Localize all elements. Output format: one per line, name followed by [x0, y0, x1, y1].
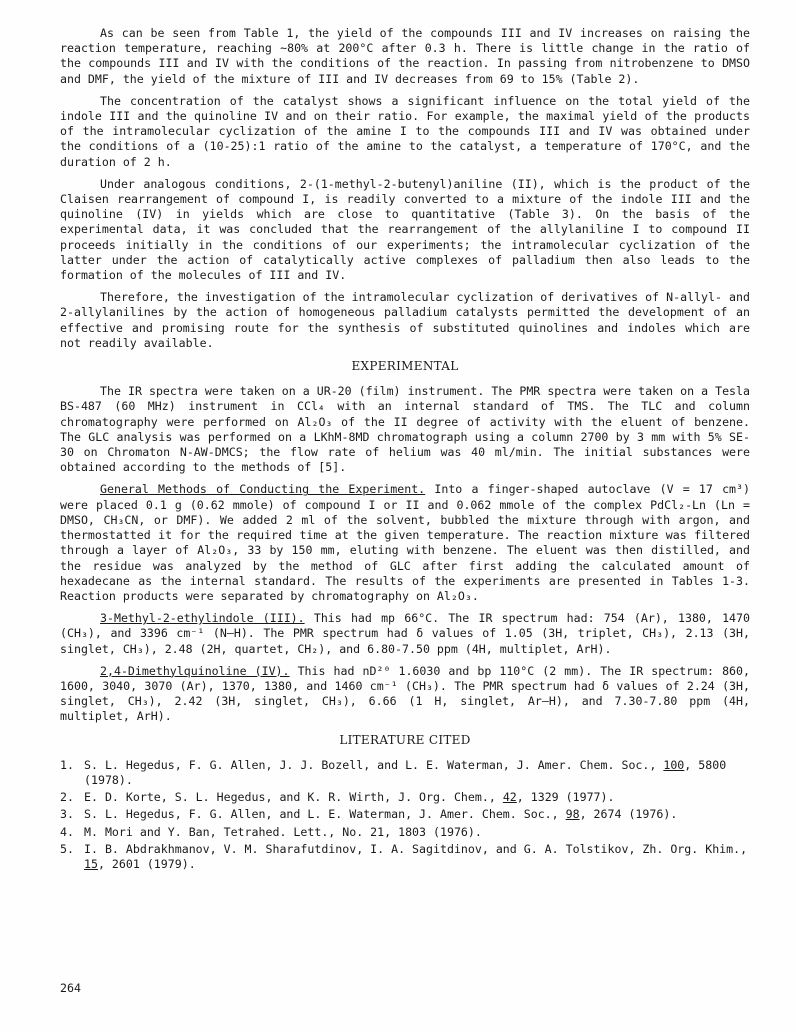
reference-authors-journal: I. B. Abdrakhmanov, V. M. Sharafutdinov, I. A. Sagitdinov, and G. A. Tolstikov, Zh. Org. Khim., — [84, 841, 748, 856]
reference-volume: 98 — [565, 807, 580, 822]
reference-text — [84, 807, 677, 822]
reference-number: 5. — [60, 841, 74, 856]
reference-text — [84, 825, 482, 840]
reference-volume: 42 — [502, 790, 517, 805]
reference-text — [84, 758, 750, 788]
section-general-methods — [60, 482, 750, 604]
reference-authors-journal: M. Mori and Y. Ban, Tetrahed. Lett., No. 21, 1803 (1976). — [84, 824, 482, 839]
paragraph-experimental-intro: The IR spectra were taken on a UR-20 (film) instrument. The PMR spectra were taken on a Tesla BS-487 (60 MHz) instrument in CCl₄ with an internal standard of TMS. The TLC and column chromatography were performed on Al₂O₃ of the II degree of activity with the eluent of benzene. The GLC analysis was performed on a LKhM-8MD chromatograph using a column 2700 by 3 mm with 5% SE-30 on Chromaton N-AW-DMCS; the flow rate of helium was 40 ml/min. The initial substances were obtained according to the methods of [5]. — [60, 384, 750, 475]
section-compound-iii — [60, 611, 750, 657]
reference-authors-journal: S. L. Hegedus, F. G. Allen, and L. E. Waterman, J. Amer. Chem. Soc., — [84, 807, 566, 822]
reference-number: 3. — [60, 807, 74, 822]
section-text: This had nD²⁰ 1.6030 and bp 110°C (2 mm). The IR spectrum: 860, 1600, 3040, 3070 (Ar), 1370, 1380, and 1460 cm⁻¹ (CH₃). The PMR spectrum had δ values of 2.24 (3H, singlet, CH₃), 2.42 (3H, singlet, CH₃), 6.66 (1 H, singlet, Ar—H), and 7.30-7.80 ppm (4H, multiplet, ArH). — [60, 663, 750, 724]
literature-heading: LITERATURE CITED — [339, 732, 471, 747]
reference-authors-journal: S. L. Hegedus, F. G. Allen, J. J. Bozell, and L. E. Waterman, J. Amer. Chem. Soc., — [84, 757, 664, 772]
reference-authors-journal: E. D. Korte, S. L. Hegedus, and K. R. Wirth, J. Org. Chem., — [84, 790, 503, 805]
reference-list — [60, 758, 750, 872]
section-title: 2,4-Dimethylquinoline (IV). — [100, 663, 290, 678]
reference-number: 4. — [60, 824, 74, 839]
page-number: 264 — [60, 981, 81, 995]
reference-item — [60, 807, 750, 822]
section-compound-iv — [60, 664, 750, 725]
paragraph-catalyst-concentration: The concentration of the catalyst shows a significant influence on the total yield of the indole III and the quinoline IV and on their ratio. For example, the maximal yield of the products of the intramolecular cyclization of the amine I to the compounds III and IV was obtained under the conditions of a (10-25):1 ratio of the amine to the catalyst, a temperature of 170°C, and the duration of 2 h. — [60, 93, 750, 169]
section-text: Into a finger-shaped autoclave (V = 17 cm³) were placed 0.1 g (0.62 mmole) of compound I or II and 0.062 mmole of the complex PdCl₂-Ln (Ln = DMSO, CH₃CN, or DMF). We added 2 ml of the solvent, bubbled the mixture through with argon, and thermostatted it for the required time at the given temperature. The reaction mixture was filtered through a layer of Al₂O₃, 33 by 150 mm, eluting with benzene. The eluent was then distilled, and the residue was analyzed by the method of GLC after first adding the calculated amount of hexadecane as the internal standard. The results of the experiments are presented in Tables 1-3. Reaction products were separated by chromatography on Al₂O₃. — [60, 482, 750, 603]
experimental-heading: EXPERIMENTAL — [351, 359, 459, 374]
paragraph-analogous-conditions: Under analogous conditions, 2-(1-methyl-2-butenyl)aniline (II), which is the product of the Claisen rearrangement of compound I, is readily converted to a mixture of the indole III and the quinoline (IV) in yields which are close to quantitative (Table 3). On the basis of the experimental data, it was concluded that the rearrangement of the allylaniline I to compound II proceeds initially in the conditions of our experiments; the intramolecular cyclization of the latter under the action of catalytically active complexes of palladium then also leads to the formation of the molecules of III and IV. — [60, 176, 750, 283]
section-title: General Methods of Conducting the Experiment. — [100, 482, 426, 497]
section-text: This had mp 66°C. The IR spectrum had: 754 (Ar), 1380, 1470 (CH₃), and 3396 cm⁻¹ (N—H). The PMR spectrum had δ values of 1.05 (3H, triplet, CH₃), 2.13 (3H, singlet, CH₃), 2.48 (2H, quartet, CH₂), and 6.80-7.50 ppm (4H, multiplet, ArH). — [60, 611, 750, 656]
reference-pages-year: , 2674 (1976). — [579, 807, 678, 822]
section-title: 3-Methyl-2-ethylindole (III). — [100, 611, 305, 626]
article-body — [60, 26, 750, 874]
reference-text — [84, 842, 750, 872]
reference-item — [60, 790, 750, 805]
reference-volume: 100 — [663, 757, 685, 772]
reference-volume: 15 — [84, 856, 98, 871]
reference-text — [84, 790, 615, 805]
reference-item — [60, 825, 750, 840]
reference-pages-year: , 5800 (1978). — [84, 757, 727, 787]
reference-pages-year: , 1329 (1977). — [516, 790, 615, 805]
reference-item — [60, 758, 750, 788]
reference-number: 2. — [60, 790, 74, 805]
paragraph-conclusion: Therefore, the investigation of the intramolecular cyclization of derivatives of N-allyl- and 2-allylanilines by the action of homogeneous palladium catalysts permitted the development of an effective and promising route for the synthesis of substituted quinolines and indoles which are not readily available. — [60, 290, 750, 350]
reference-item — [60, 842, 750, 872]
paragraph-yield-temperature: As can be seen from Table 1, the yield of the compounds III and IV increases on raising the reaction temperature, reaching ~80% at 200°C after 0.3 h. There is little change in the ratio of the compounds III and IV with the conditions of the reaction. In passing from nitrobenzene to DMSO and DMF, the yield of the mixture of III and IV decreases from 69 to 15% (Table 2). — [60, 26, 750, 86]
reference-pages-year: , 2601 (1979). — [97, 856, 196, 871]
reference-number: 1. — [60, 757, 74, 772]
